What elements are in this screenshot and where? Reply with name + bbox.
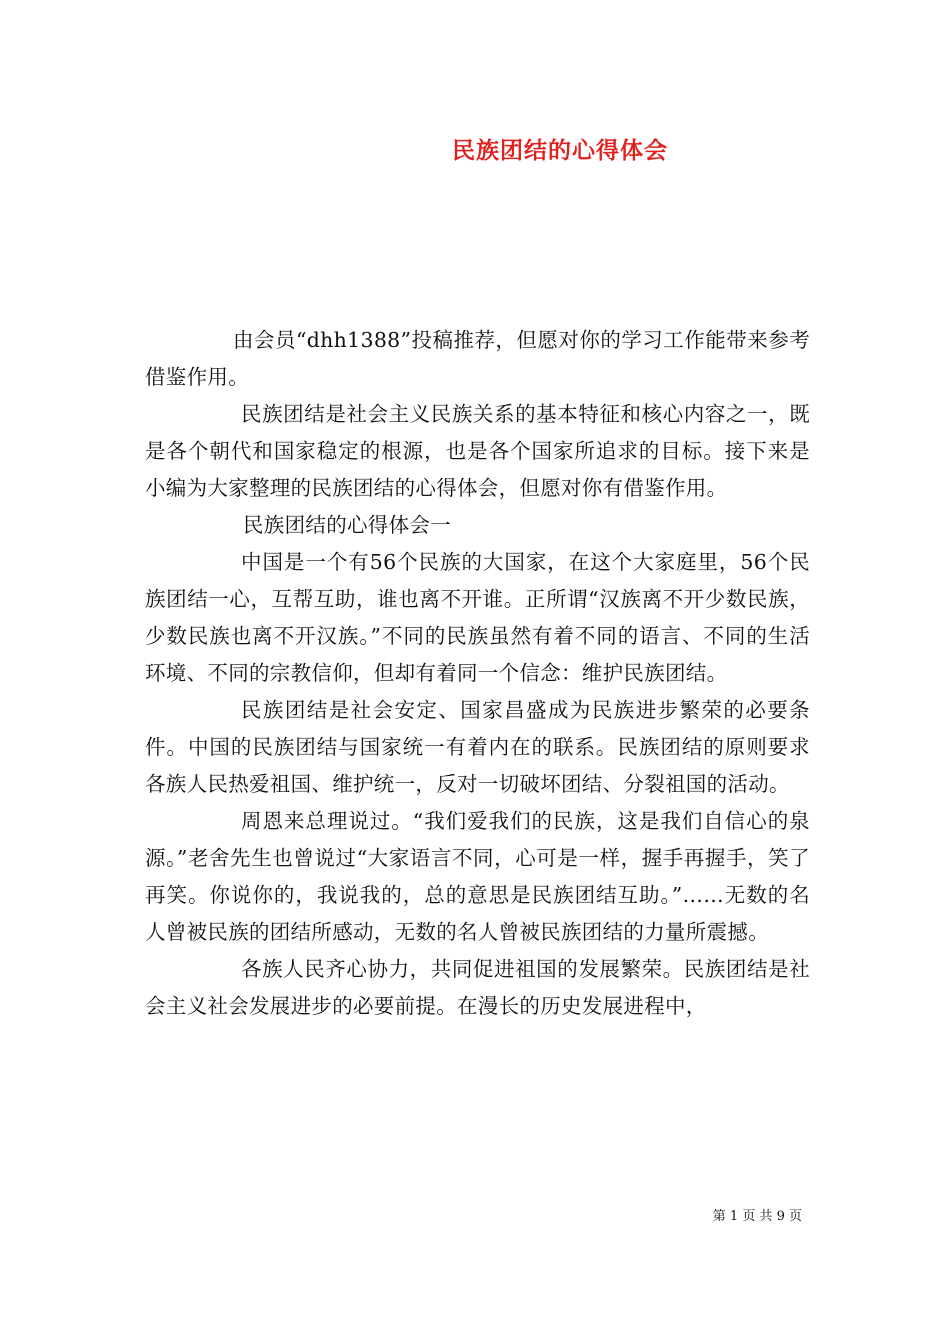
paragraph-definition: 民族团结是社会主义民族关系的基本特征和核心内容之一，既是各个朝代和国家稳定的根源，也是各个国家所追求的目标。接下来是小编为大家整理的民族团结的心得体会，但愿对你有借鉴作用。: [145, 402, 810, 500]
paragraph-china: 中国是一个有56个民族的大国家，在这个大家庭里，56个民族团结一心，互帮互助，谁也离不开谁。正所谓“汉族离不开少数民族，少数民族也离不开汉族。”不同的民族虽然有着不同的语言、不同的生活环境、不同的宗教信仰，但却有着同一个信念：维护民族团结。: [145, 550, 810, 685]
paragraph-stability: 民族团结是社会安定、国家昌盛成为民族进步繁荣的必要条件。中国的民族团结与国家统一有着内在的联系。民族团结的原则要求各族人民热爱祖国、维护统一，反对一切破坏团结、分裂祖国的活动。: [145, 698, 810, 796]
intro-paragraph: 由会员“dhh1388”投稿推荐，但愿对你的学习工作能带来参考借鉴作用。: [145, 328, 810, 389]
section-heading: 民族团结的心得体会一: [243, 513, 451, 537]
document-title: 民族团结的心得体会: [452, 137, 668, 164]
page-number: 第 1 页 共 9 页: [712, 1209, 802, 1224]
document-body: [145, 322, 810, 1025]
paragraph-prosperity: 各族人民齐心协力，共同促进祖国的发展繁荣。民族团结是社会主义社会发展进步的必要前提。在漫长的历史发展进程中，: [145, 957, 810, 1018]
paragraph-quotes: 周恩来总理说过。“我们爱我们的民族，这是我们自信心的泉源。”老舍先生也曾说过“大家语言不同，心可是一样，握手再握手，笑了再笑。你说你的，我说我的，总的意思是民族团结互助。”……无数的名人曾被民族的团结所感动，无数的名人曾被民族团结的力量所震撼。: [145, 809, 810, 944]
